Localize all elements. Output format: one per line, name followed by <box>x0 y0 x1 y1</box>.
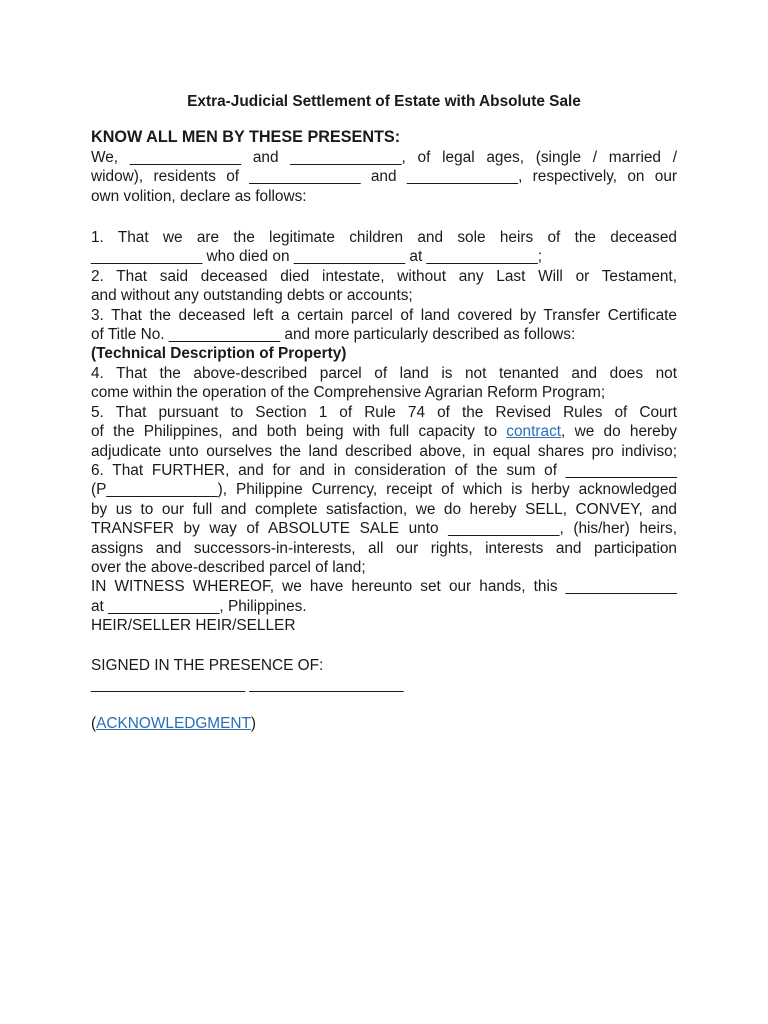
spacer <box>91 206 677 228</box>
item-5-line-2 <box>91 422 677 441</box>
item-6-line-3: by us to our full and complete satisfaction, we do hereby SELL, CONVEY, and <box>91 500 677 518</box>
spacer <box>91 636 677 656</box>
item-4-line-1: 4. That the above-described parcel of land is not tenanted and does not <box>91 364 677 382</box>
signers-line: HEIR/SELLER HEIR/SELLER <box>91 617 296 635</box>
intro-line-2: widow), residents of _____________ and _____________, respectively, on our <box>91 168 677 186</box>
contract-link[interactable]: contract <box>506 423 562 441</box>
intro-line-1: We, _____________ and _____________, of legal ages, (single / married / <box>91 148 677 166</box>
item-1-line-2: _____________ who died on _____________ at _____________; <box>91 248 543 266</box>
item-3-line-1: 3. That the deceased left a certain parcel of land covered by Transfer Certificate <box>91 306 677 324</box>
witness-line-1: IN WITNESS WHEREOF, we have hereunto set our hands, this _____________ <box>91 578 677 596</box>
item-2-line-2: and without any outstanding debts or accounts; <box>91 287 413 305</box>
item-6-line-5: assigns and successors-in-interests, all our rights, interests and participation <box>91 539 677 557</box>
document-title: Extra-Judicial Settlement of Estate with Absolute Sale <box>187 93 581 110</box>
item-5-line-2-pre: of the Philippines, and both being with full capacity to <box>91 423 507 441</box>
item-6-line-1: 6. That FURTHER, and for and in consideration of the sum of _____________ <box>91 461 677 479</box>
spacer <box>91 694 677 714</box>
item-5-line-1: 5. That pursuant to Section 1 of Rule 74 of the Revised Rules of Court <box>91 403 677 421</box>
document-page <box>91 92 677 734</box>
presence-line: SIGNED IN THE PRESENCE OF: <box>91 656 324 674</box>
signature-lines: __________________ __________________ <box>91 675 404 693</box>
acknowledgment-link[interactable]: ACKNOWLEDGMENT <box>96 715 251 733</box>
ack-close-paren: ) <box>250 715 257 733</box>
technical-description-heading: (Technical Description of Property) <box>91 345 347 363</box>
item-5-line-3: adjudicate unto ourselves the land described above, in equal shares pro indiviso; <box>91 442 677 460</box>
opening-heading: KNOW ALL MEN BY THESE PRESENTS: <box>91 128 401 147</box>
item-6-line-2: (P_____________), Philippine Currency, receipt of which is herby acknowledged <box>91 481 677 499</box>
ack-open-paren: ( <box>91 715 97 733</box>
intro-line-3: own volition, declare as follows: <box>91 187 307 205</box>
item-6-line-4: TRANSFER by way of ABSOLUTE SALE unto _____________, (his/her) heirs, <box>91 520 677 538</box>
acknowledgment-line <box>91 714 677 733</box>
item-5-line-2-post: , we do hereby <box>561 423 677 441</box>
item-4-line-2: come within the operation of the Comprehensive Agrarian Reform Program; <box>91 384 606 402</box>
item-3-line-2: of Title No. _____________ and more particularly described as follows: <box>91 326 576 344</box>
item-1-line-1: 1. That we are the legitimate children and sole heirs of the deceased <box>91 229 677 247</box>
witness-line-2: at _____________, Philippines. <box>91 597 307 615</box>
item-6-line-6: over the above-described parcel of land; <box>91 558 366 576</box>
item-2-line-1: 2. That said deceased died intestate, without any Last Will or Testament, <box>91 267 677 285</box>
